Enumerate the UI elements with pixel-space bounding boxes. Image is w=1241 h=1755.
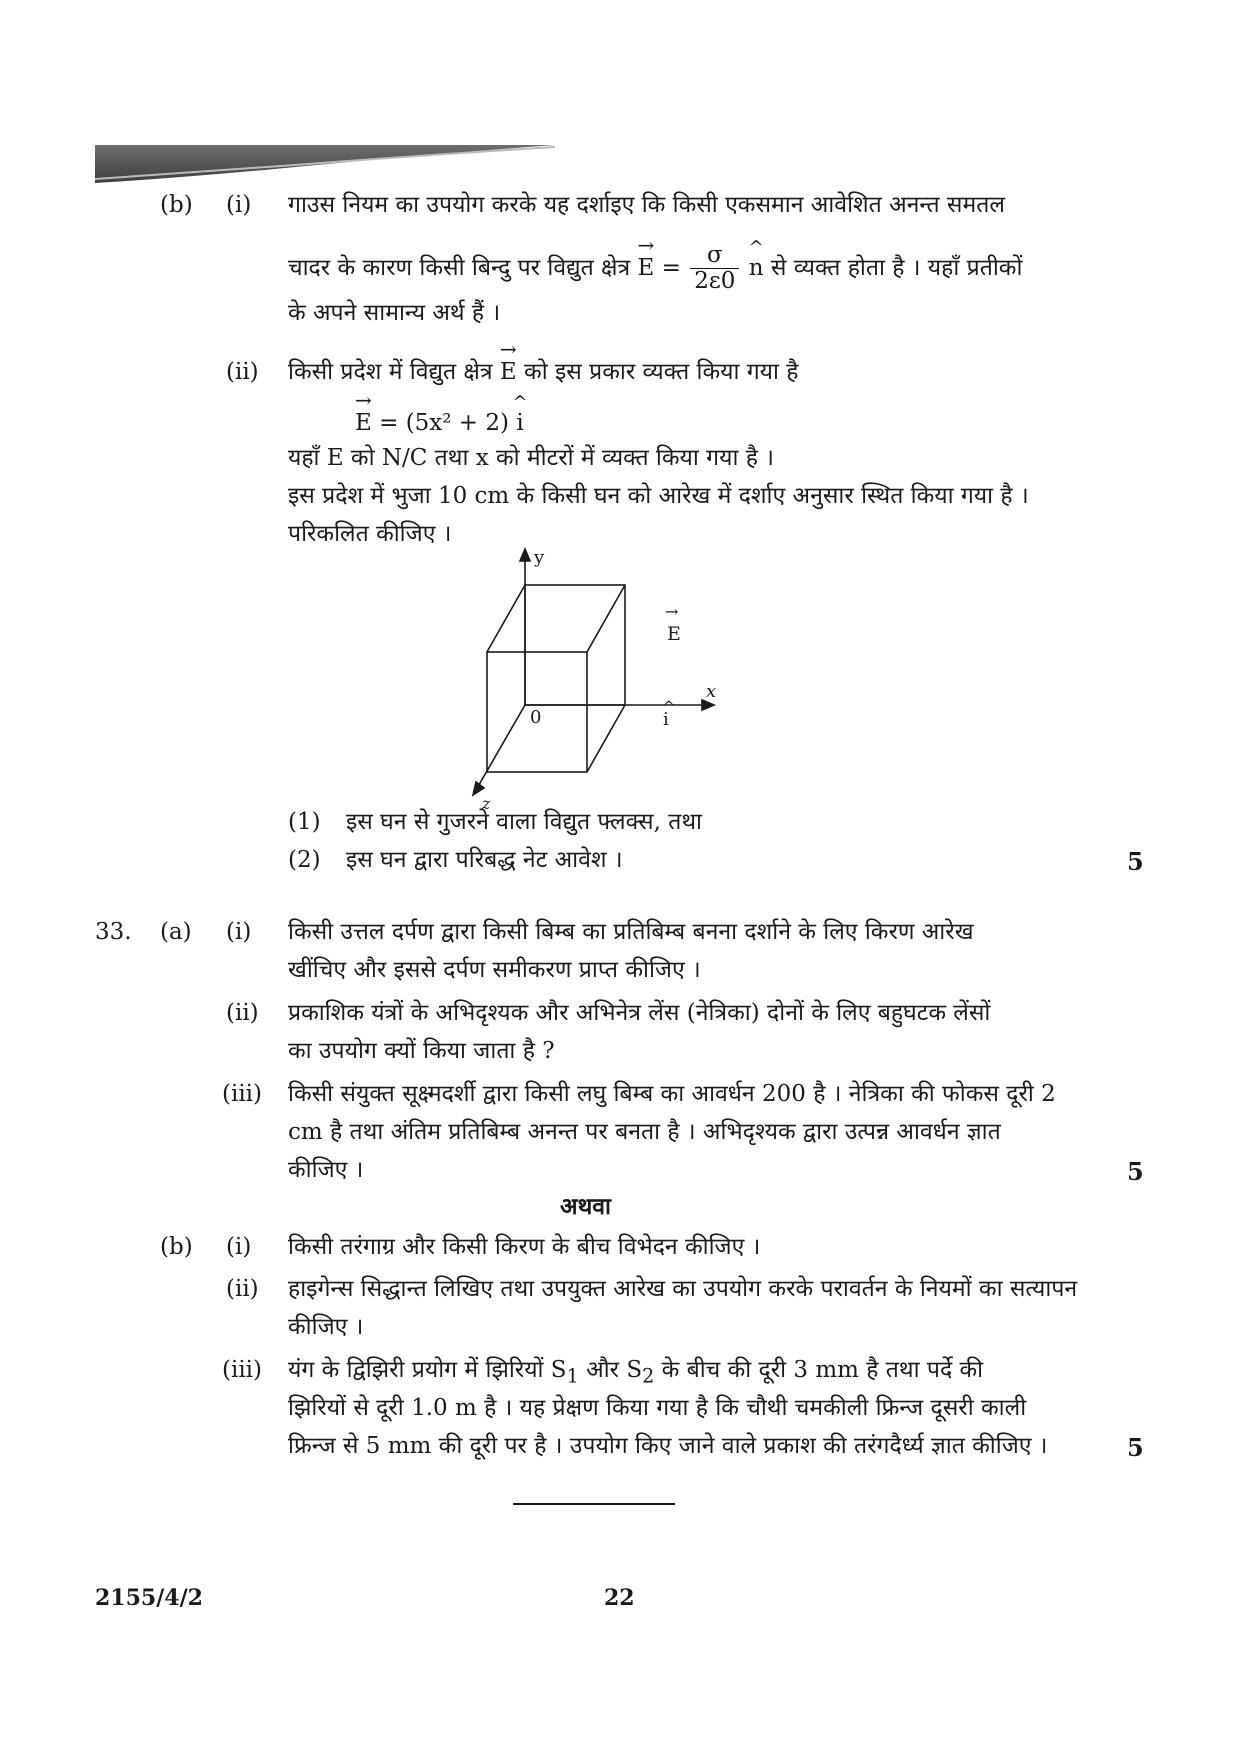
- i-hat: ^ i: [512, 392, 528, 436]
- q33a-i-label: (i): [226, 919, 252, 945]
- vector-arrow-icon: →: [665, 602, 679, 621]
- q33b-iii-line2: झिरियों से दूरी 1.0 m है । यह प्रेक्षण किया गया है कि चौथी चमकीली फ्रिन्ज दूसरी काली: [288, 1395, 1027, 1421]
- z-axis-label: z: [482, 794, 491, 813]
- y-axis-label: y: [534, 547, 545, 568]
- q33a-label: (a): [160, 919, 192, 945]
- q32b-ii-equation: [355, 388, 528, 438]
- q33b-i-label: (i): [226, 1234, 252, 1260]
- q33b-iii-line3: फ्रिन्ज से 5 mm की दूरी पर है । उपयोग किए जाने वाले प्रकाश की तरंगदैर्ध्य ज्ञात कीजिए ।: [288, 1433, 1048, 1459]
- z-axis: [476, 705, 525, 790]
- q32b-ii-line5: परिकलित कीजिए ।: [288, 521, 452, 547]
- q33b-marks: 5: [1127, 1433, 1144, 1462]
- equals-sign: =: [661, 254, 681, 281]
- header-bar: [95, 145, 555, 183]
- q32b-i-line1: गाउस नियम का उपयोग करके यह दर्शाइए कि किसी एकसमान आवेशित अनन्त समतल: [288, 192, 1005, 218]
- n-hat: ^ n: [748, 236, 764, 281]
- field-E-label: E: [667, 623, 681, 645]
- q32b-ii-line1: [288, 337, 799, 387]
- end-rule: [513, 1503, 675, 1505]
- q32b-sub2-label: (2): [288, 847, 321, 873]
- page-number: 22: [604, 1585, 635, 1611]
- y-axis-arrow-icon: [520, 549, 530, 561]
- vector-arrow-icon: →: [499, 337, 517, 361]
- hat-icon: ^: [748, 236, 764, 258]
- q33a-ii-label: (ii): [226, 1000, 259, 1026]
- q33b-ii-label: (ii): [226, 1276, 259, 1302]
- q32b-sub1-text: इस घन से गुजरने वाला विद्युत फ्लक्स, तथा: [346, 809, 702, 835]
- q32b-i-line2-post: से व्यक्त होता है । यहाँ प्रतीकों: [770, 254, 1023, 281]
- q33b-ii-line1: हाइगेन्स सिद्धान्त लिखिए तथा उपयुक्त आरेख का उपयोग करके परावर्तन के नियमों का सत्यापन: [288, 1276, 1078, 1302]
- x-axis-label: x: [706, 681, 717, 702]
- paper-code: 2155/4/2: [95, 1585, 203, 1611]
- q32b-i-line3: के अपने सामान्य अर्थ हैं ।: [288, 300, 501, 326]
- E-vector: → E: [355, 388, 372, 436]
- sigma-fraction: [690, 243, 739, 295]
- cube-diagram: [470, 545, 730, 815]
- q32b-ii-label: (ii): [226, 359, 259, 385]
- E-vector: → E: [499, 337, 517, 385]
- q32b-ii-line1-pre: किसी प्रदेश में विद्युत क्षेत्र: [288, 359, 493, 385]
- q33a-iii-line1: किसी संयुक्त सूक्ष्मदर्शी द्वारा किसी लघु बिम्ब का आवर्धन 200 है । नेत्रिका की फोकस दूरी 2: [288, 1081, 1056, 1107]
- q33a-iii-line3: कीजिए ।: [288, 1157, 364, 1183]
- q33a-iii-line2: cm है तथा अंतिम प्रतिबिम्ब अनन्त पर बनता है । अभिदृश्यक द्वारा उत्पन्न आवर्धन ज्ञात: [288, 1119, 1001, 1145]
- fraction-denominator: 2ε0: [694, 268, 736, 295]
- q32b-marks: 5: [1127, 847, 1144, 876]
- q33b-label: (b): [160, 1234, 193, 1260]
- cube-back-face: [525, 585, 625, 705]
- q33b-i-line1: किसी तरंगाग्र और किसी किरण के बीच विभेदन कीजिए ।: [288, 1234, 761, 1260]
- hat-icon: ^: [512, 392, 528, 413]
- q32b-i-line2: [288, 232, 1023, 295]
- q33a-iii-label: (iii): [222, 1081, 263, 1107]
- hat-icon: ^: [663, 699, 675, 715]
- q32b-ii-line4: इस प्रदेश में भुजा 10 cm के किसी घन को आरेख में दर्शाए अनुसार स्थित किया गया है ।: [288, 483, 1029, 509]
- vector-arrow-icon: →: [355, 388, 372, 412]
- q32b-sub2-text: इस घन द्वारा परिबद्ध नेट आवेश ।: [346, 847, 623, 873]
- q33a-i-line1: किसी उत्तल दर्पण द्वारा किसी बिम्ब का प्रतिबिम्ब बनना दर्शाने के लिए किरण आरेख: [288, 919, 974, 945]
- origin-label: 0: [530, 707, 542, 728]
- q32b-ii-line3: यहाँ E को N/C तथा x को मीटरों में व्यक्त किया गया है ।: [288, 445, 774, 471]
- q33b-iii-line1: यंग के द्विझिरी प्रयोग में झिरियों $S_1$ और $S_2$ के बीच की दूरी 3 mm है तथा पर्दे की: [288, 1357, 984, 1388]
- q33a-i-line2: खींचिए और इससे दर्पण समीकरण प्राप्त कीजिए ।: [288, 957, 701, 983]
- fraction-numerator: σ: [690, 243, 739, 269]
- or-heading: अथवा: [560, 1193, 612, 1220]
- q33b-iii-label: (iii): [222, 1357, 263, 1383]
- q33a-marks: 5: [1127, 1157, 1144, 1186]
- q33a-ii-line1: प्रकाशिक यंत्रों के अभिदृश्यक और अभिनेत्र लेंस (नेत्रिका) दोनों के लिए बहुघटक लेंसों: [288, 1000, 991, 1026]
- q33b-ii-line2: कीजिए ।: [288, 1314, 364, 1340]
- q32b-i-label: (i): [226, 192, 252, 218]
- E-vector: → E: [637, 232, 655, 281]
- equation-rhs: = (5x² + 2): [379, 410, 509, 436]
- vector-arrow-icon: →: [637, 232, 655, 257]
- q32b-i-line2-pre: चादर के कारण किसी बिन्दु पर विद्युत क्षेत्र: [288, 254, 631, 281]
- unit-i-label: i: [663, 709, 669, 730]
- q33a-ii-line2: का उपयोग क्यों किया जाता है ?: [288, 1038, 555, 1064]
- q32b-ii-line1-post: को इस प्रकार व्यक्त किया गया है: [524, 359, 799, 385]
- q32b-sub1-label: (1): [288, 809, 321, 835]
- q32b-label: (b): [160, 192, 193, 218]
- q33-number: 33.: [95, 919, 132, 945]
